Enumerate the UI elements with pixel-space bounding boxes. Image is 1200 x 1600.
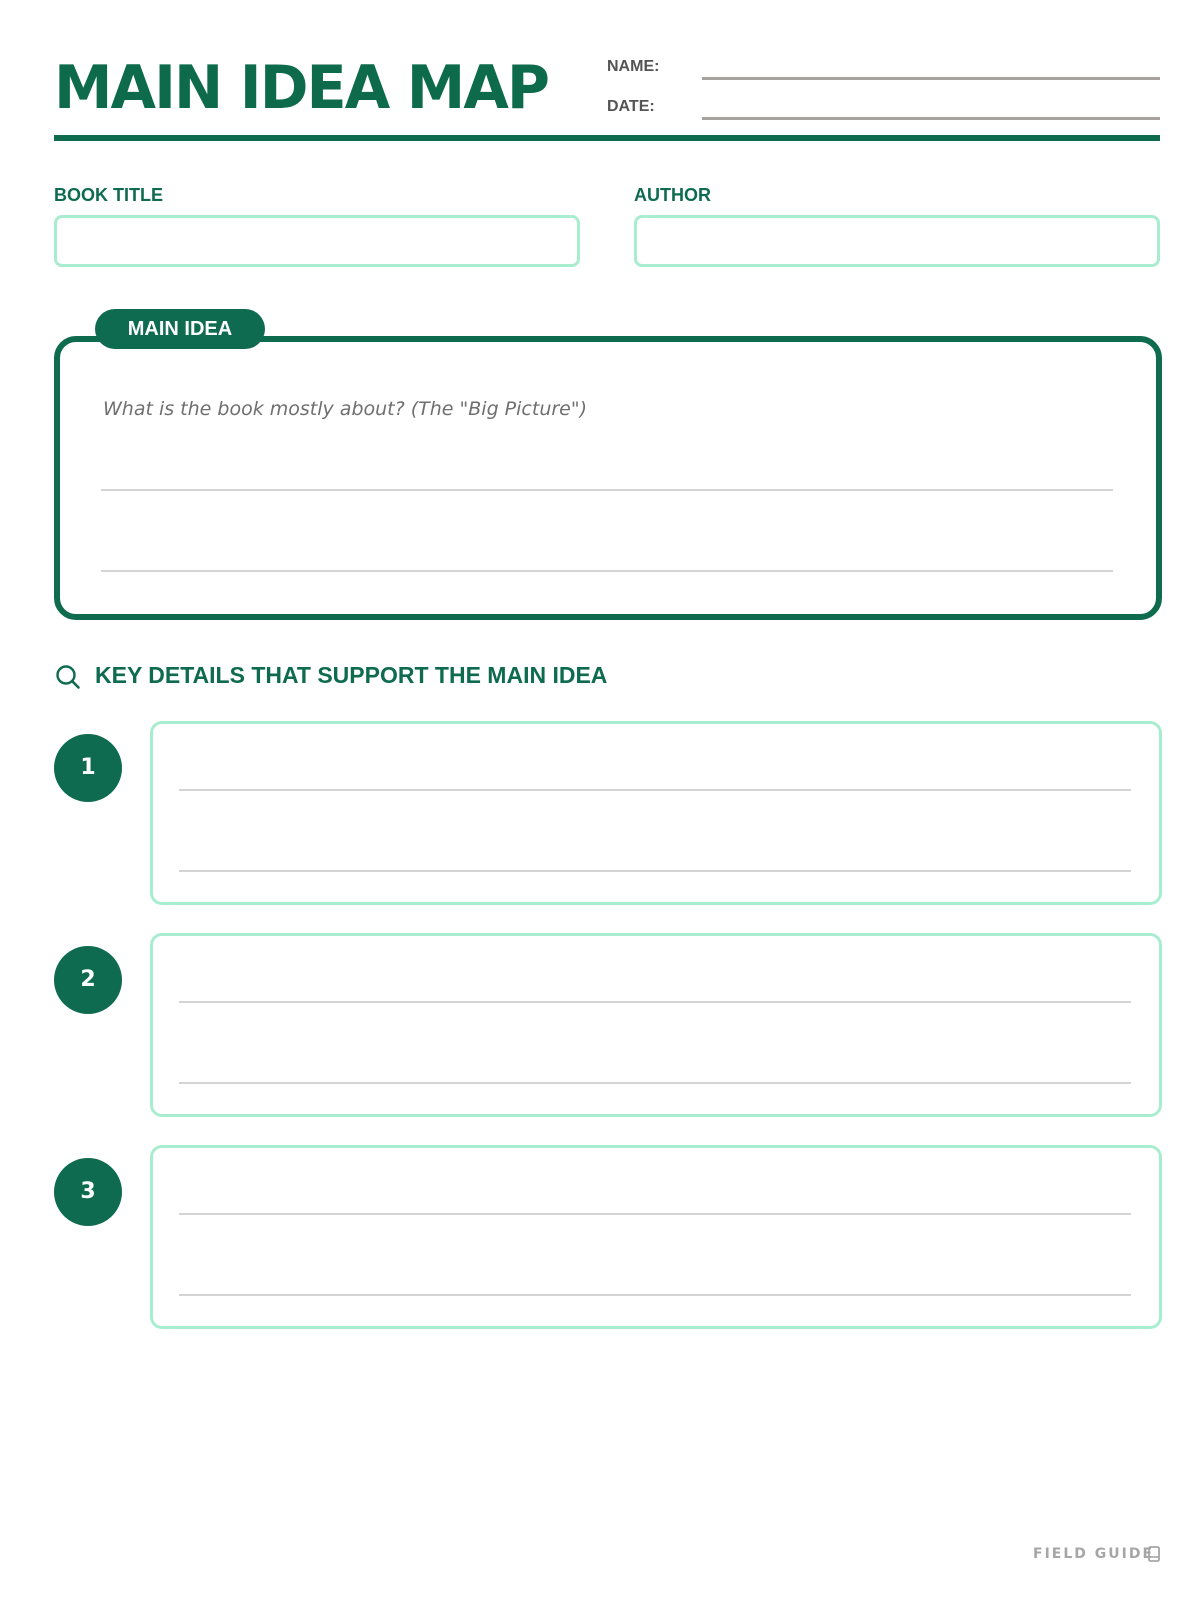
key-details-heading: KEY DETAILS THAT SUPPORT THE MAIN IDEA bbox=[95, 662, 608, 688]
main-idea-box[interactable] bbox=[54, 336, 1162, 620]
date-line-field[interactable] bbox=[702, 117, 1160, 120]
book-title-label: BOOK TITLE bbox=[54, 185, 163, 205]
name-line-field[interactable] bbox=[702, 77, 1160, 80]
detail-number-badge: 2 bbox=[54, 946, 122, 1014]
main-idea-badge: MAIN IDEA bbox=[95, 309, 265, 349]
detail-box[interactable] bbox=[150, 1145, 1162, 1329]
detail-number-badge: 3 bbox=[54, 1158, 122, 1226]
footer-brand: FIELD GUIDE bbox=[1033, 1546, 1155, 1562]
detail-writing-line[interactable] bbox=[179, 870, 1131, 872]
search-icon bbox=[55, 664, 81, 690]
detail-number-badge: 1 bbox=[54, 734, 122, 802]
author-label: AUTHOR bbox=[634, 185, 711, 205]
page-title: MAIN IDEA MAP bbox=[54, 53, 549, 123]
name-label: NAME: bbox=[607, 58, 660, 75]
book-title-field[interactable] bbox=[54, 215, 580, 267]
header-divider bbox=[54, 135, 1160, 141]
detail-writing-line[interactable] bbox=[179, 789, 1131, 791]
date-label: DATE: bbox=[607, 98, 655, 115]
detail-writing-line[interactable] bbox=[179, 1082, 1131, 1084]
detail-writing-line[interactable] bbox=[179, 1294, 1131, 1296]
author-field[interactable] bbox=[634, 215, 1160, 267]
main-idea-prompt: What is the book mostly about? (The "Big Picture") bbox=[103, 398, 588, 420]
detail-writing-line[interactable] bbox=[179, 1001, 1131, 1003]
detail-writing-line[interactable] bbox=[179, 1213, 1131, 1215]
main-idea-writing-line[interactable] bbox=[101, 489, 1113, 491]
book-icon bbox=[1148, 1546, 1160, 1562]
detail-box[interactable] bbox=[150, 721, 1162, 905]
detail-box[interactable] bbox=[150, 933, 1162, 1117]
main-idea-writing-line[interactable] bbox=[101, 570, 1113, 572]
